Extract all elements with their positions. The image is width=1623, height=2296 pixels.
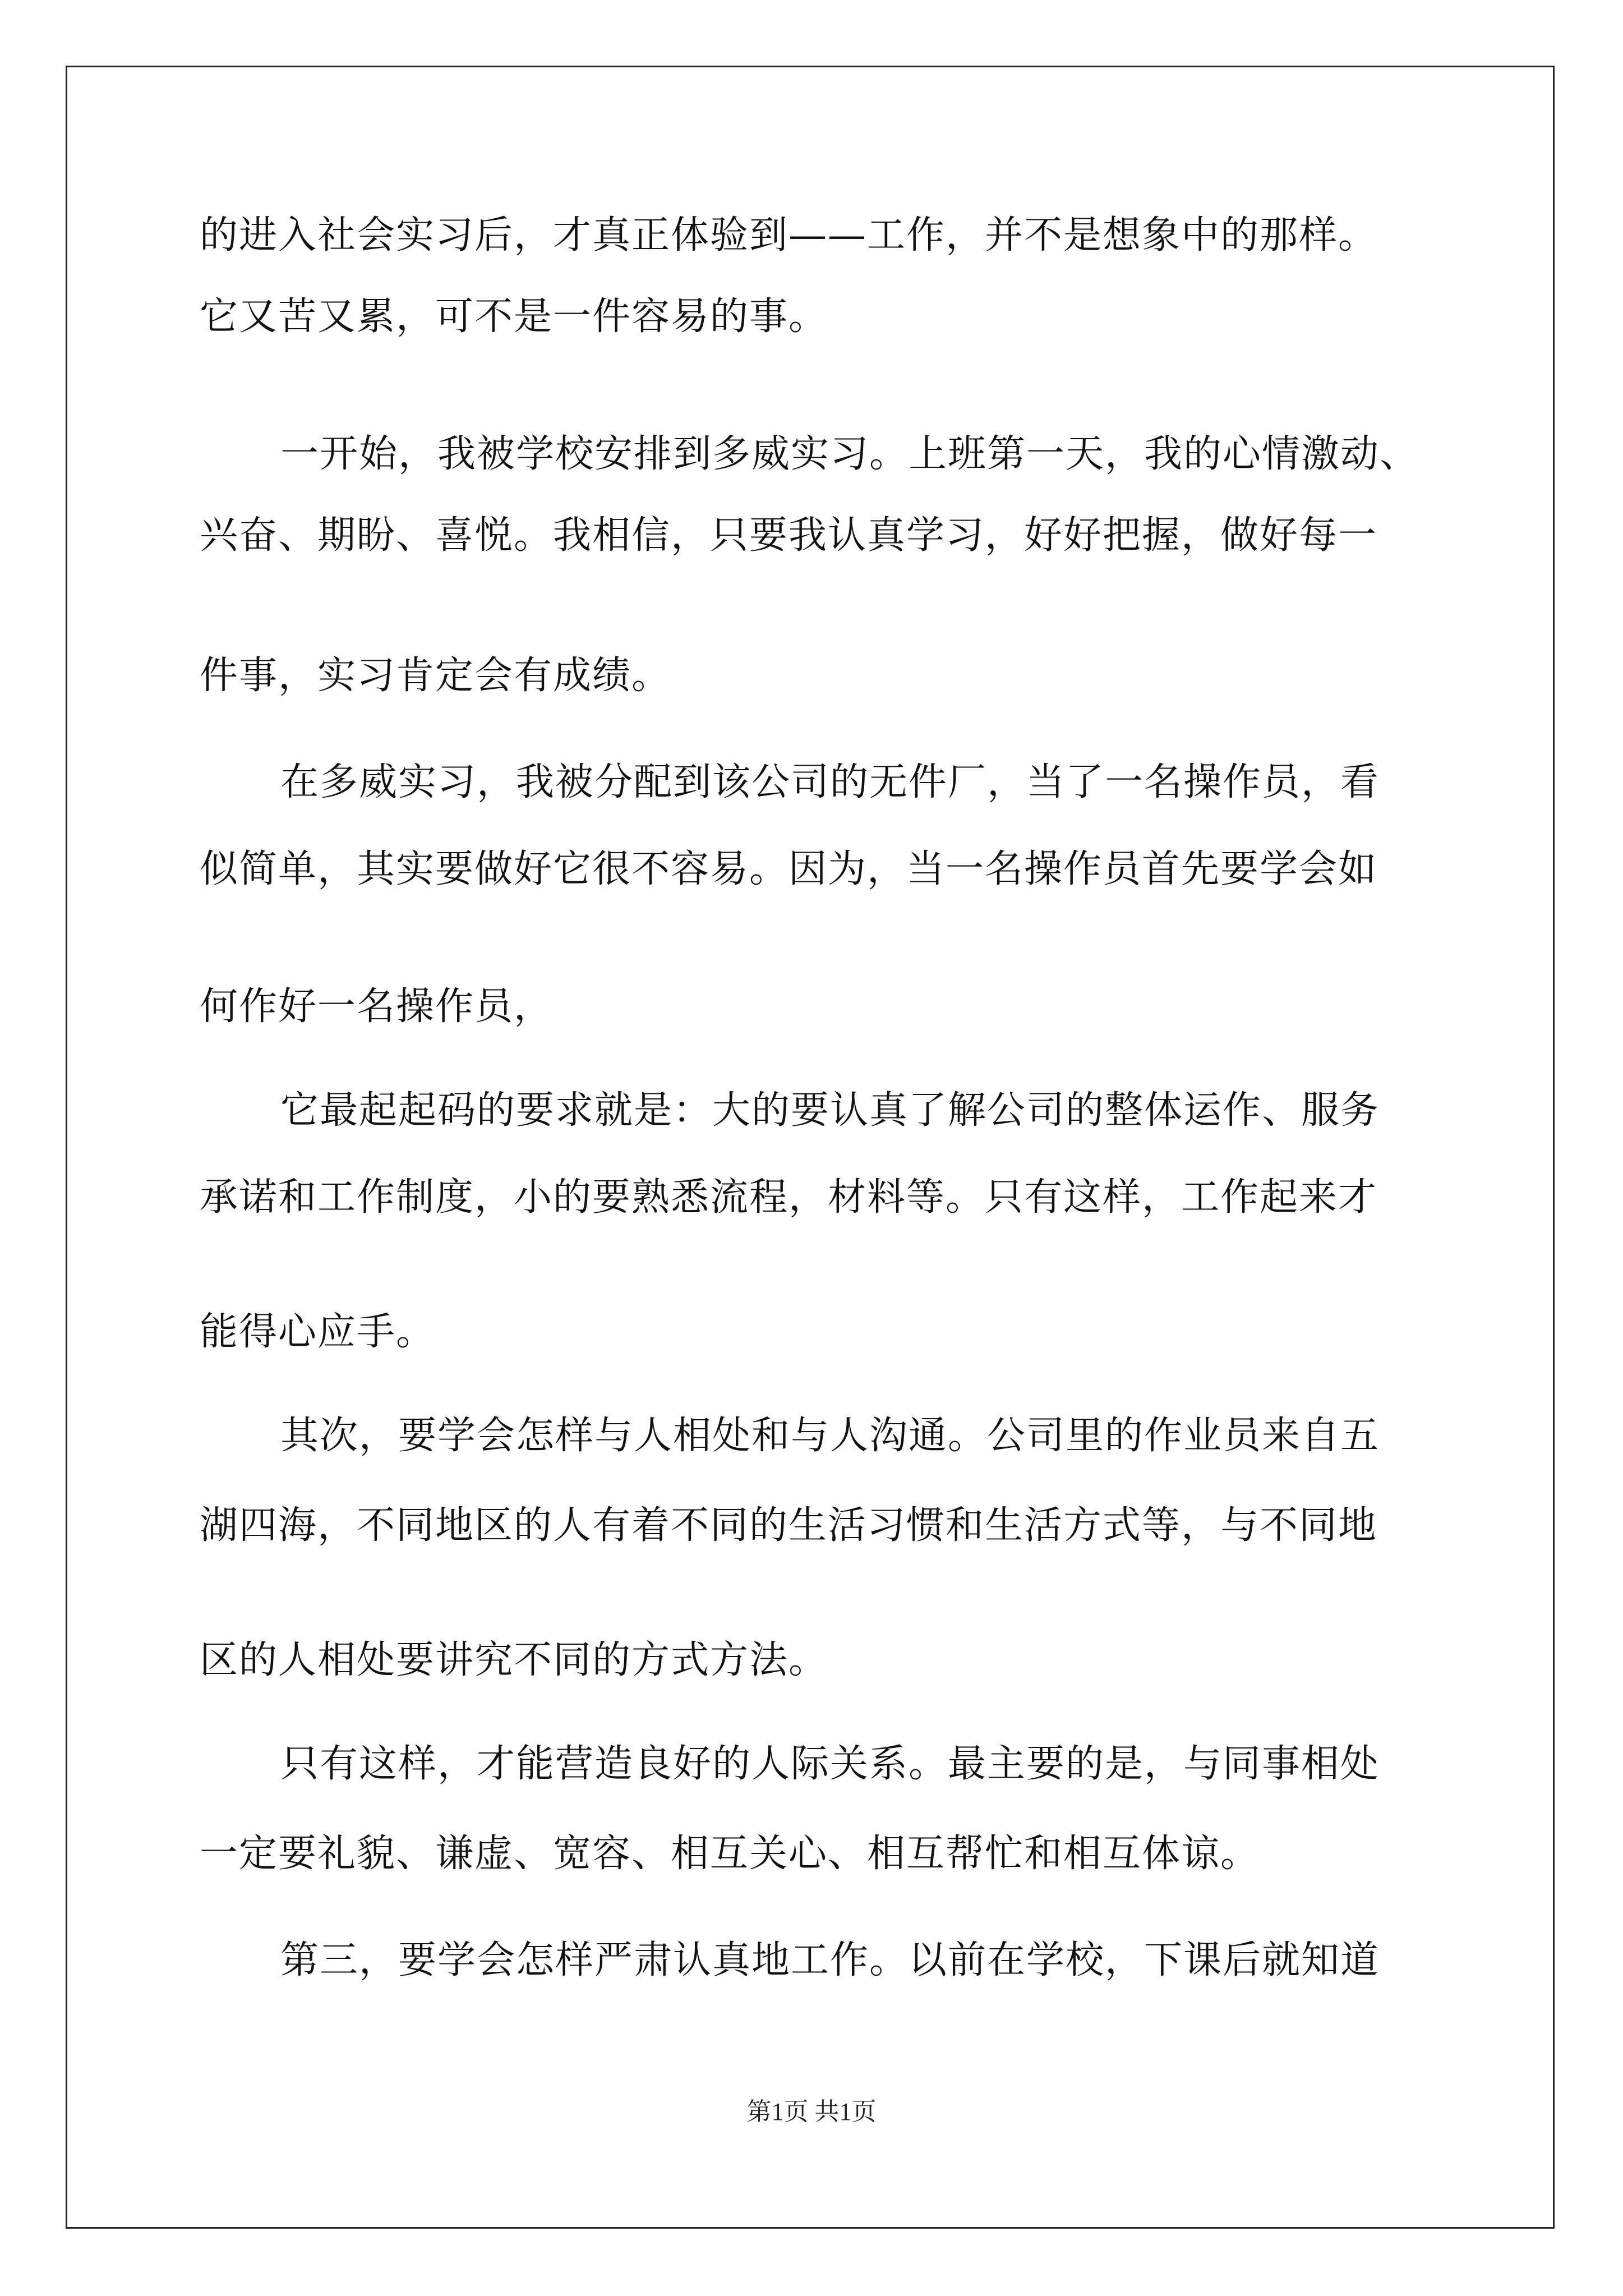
text-line: 它最起起码的要求就是：大的要认真了解公司的整体运作、服务 [280, 1088, 1380, 1133]
text-line: 一定要礼貌、谦虚、宽容、相互关心、相互帮忙和相互体谅。 [200, 1832, 1260, 1876]
text-line: 区的人相处要讲究不同的方式方法。 [200, 1638, 828, 1682]
text-line: 只有这样，才能营造良好的人际关系。最主要的是，与同事相处 [280, 1742, 1380, 1786]
text-line: 能得心应手。 [200, 1310, 436, 1354]
text-line: 的进入社会实习后，才真正体验到——工作，并不是想象中的那样。 [200, 213, 1378, 257]
text-line: 在多威实习，我被分配到该公司的无件厂，当了一名操作员，看 [280, 760, 1380, 804]
text-line: 其次，要学会怎样与人相处和与人沟通。公司里的作业员来自五 [280, 1414, 1380, 1458]
text-line: 兴奋、期盼、喜悦。我相信，只要我认真学习，好好把握，做好每一 [200, 513, 1378, 558]
text-line: 第三，要学会怎样严肃认真地工作。以前在学校，下课后就知道 [280, 1938, 1380, 1982]
text-line: 它又苦又累，可不是一件容易的事。 [200, 295, 828, 339]
text-line: 一开始，我被学校安排到多威实习。上班第一天，我的心情激动、 [280, 432, 1419, 476]
text-line: 何作好一名操作员， [200, 984, 554, 1029]
page-footer: 第1页 共1页 [746, 2098, 877, 2125]
text-line: 湖四海，不同地区的人有着不同的生活习惯和生活方式等，与不同地 [200, 1503, 1378, 1548]
text-line: 承诺和工作制度，小的要熟悉流程，材料等。只有这样，工作起来才 [200, 1175, 1378, 1220]
text-line: 似简单，其实要做好它很不容易。因为，当一名操作员首先要学会如 [200, 847, 1378, 891]
page-frame [66, 66, 1555, 2229]
text-line: 件事，实习肯定会有成绩。 [200, 654, 671, 698]
